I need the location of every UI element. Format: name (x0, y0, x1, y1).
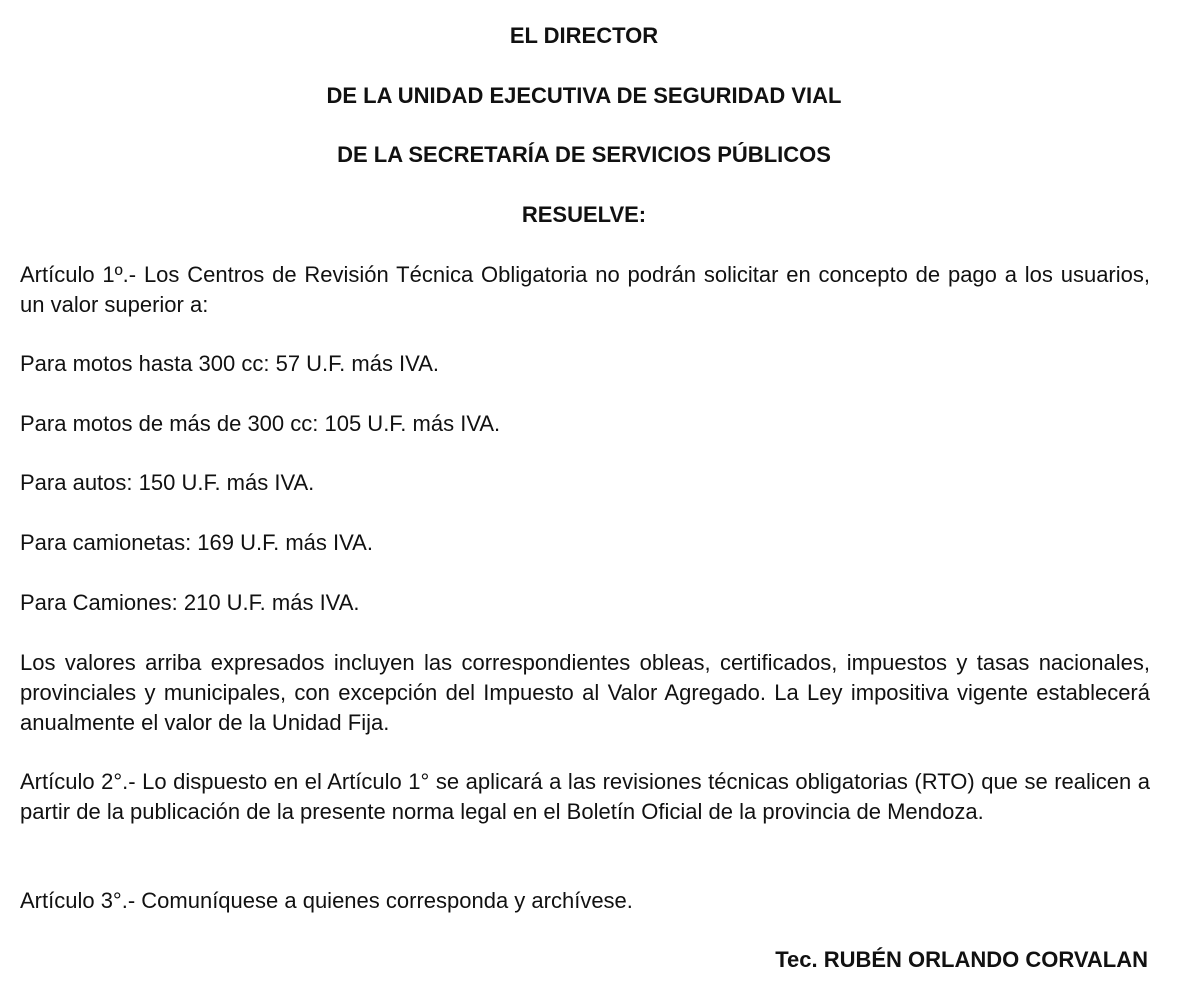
signature-prefix: Tec. (775, 947, 818, 972)
heading-director: EL DIRECTOR (509, 23, 659, 48)
fee-item-motos-mas-300: Para motos de más de 300 cc: 105 U.F. más IVA. (20, 411, 501, 436)
signature-name: RUBÉN ORLANDO CORVALAN (823, 947, 1148, 972)
article-1-intro: Artículo 1º.- Los Centros de Revisión Técnica Obligatoria no podrán solicitar en concepto de pago a los usuarios, un valor superior a: (20, 262, 1150, 317)
article-2: Artículo 2°.- Lo dispuesto en el Artículo 1° se aplicará a las revisiones técnicas obligatorias (RTO) que se realicen a partir de la publicación de la presente norma legal en el Boletín Oficial de la provincia de Mendoza. (20, 769, 1150, 824)
heading-resuelve: RESUELVE: (521, 202, 647, 227)
heading-secretariat: DE LA SECRETARÍA DE SERVICIOS PÚBLICOS (337, 142, 831, 167)
article-1-note: Los valores arriba expresados incluyen las correspondientes obleas, certificados, impuestos y tasas nacionales, provinciales y municipales, con excepción del Impuesto al Valor Agregado. La Ley impositiva vigente establecerá anualmente el valor de la Unidad Fija. (20, 650, 1150, 735)
fee-item-camionetas: Para camionetas: 169 U.F. más IVA. (20, 530, 373, 555)
article-3: Artículo 3°.- Comuníquese a quienes corresponda y archívese. (20, 888, 633, 913)
heading-unit: DE LA UNIDAD EJECUTIVA DE SEGURIDAD VIAL (326, 83, 842, 108)
signature (775, 945, 1148, 975)
fee-item-motos-hasta-300: Para motos hasta 300 cc: 57 U.F. más IVA. (20, 351, 439, 376)
fee-item-autos: Para autos: 150 U.F. más IVA. (20, 470, 315, 495)
fee-item-camiones: Para Camiones: 210 U.F. más IVA. (20, 590, 360, 615)
